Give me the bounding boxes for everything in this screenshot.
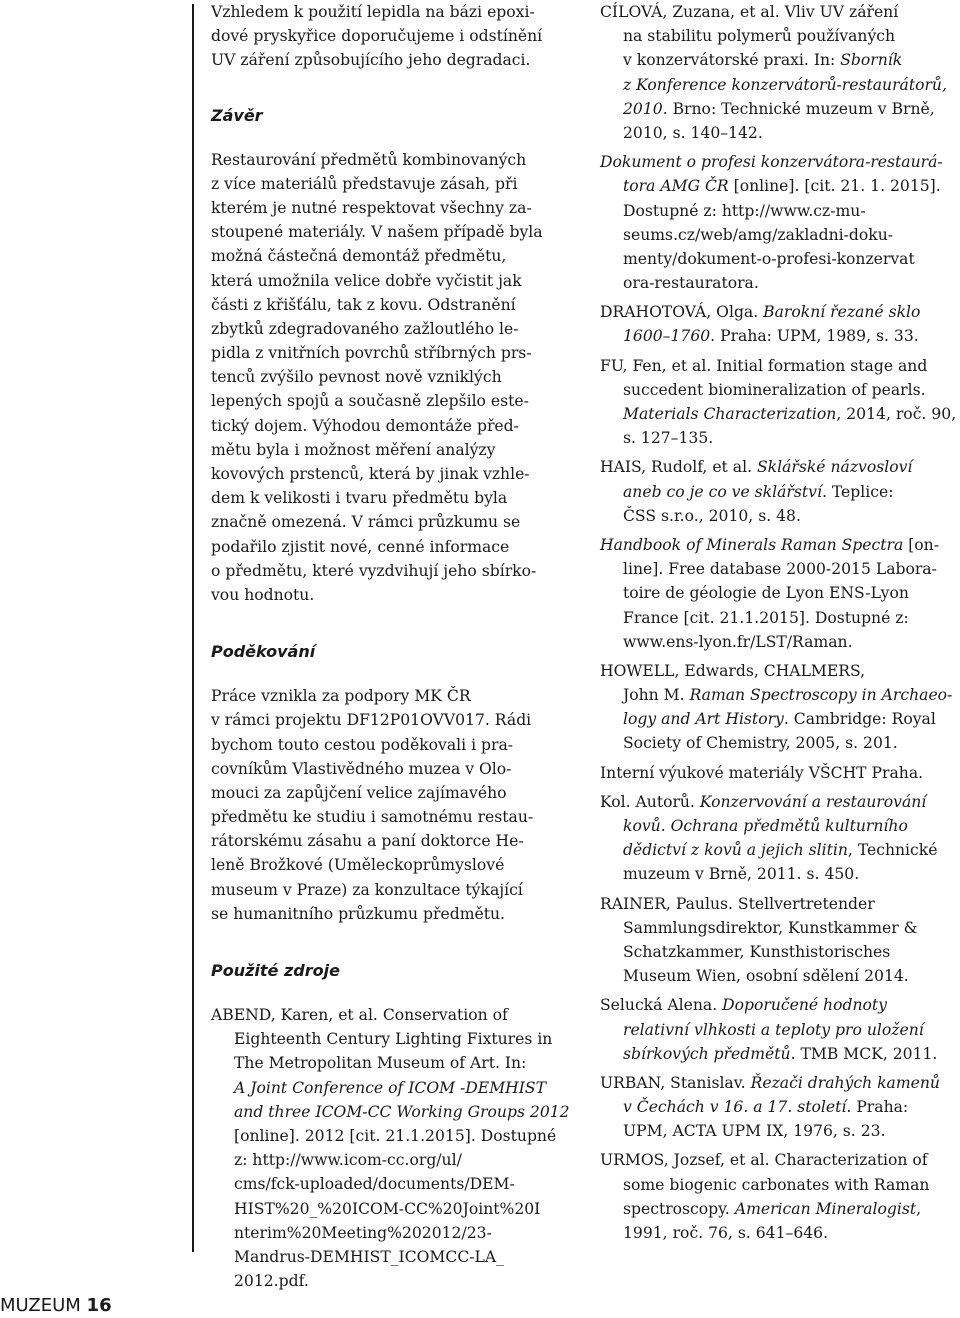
- text-line: museum v Praze) za konzultace týkající: [211, 880, 523, 899]
- text-line: FU, Fen, et al. Initial formation stage and: [600, 356, 928, 375]
- reference-link[interactable]: 2012.pdf.: [234, 1272, 309, 1291]
- italic-title: 1600–1760: [623, 327, 711, 346]
- text-line: Práce vznikla za podpory MK ČR: [211, 687, 471, 706]
- text-line: [600, 707, 960, 731]
- text-line: části z křišťálu, tak z kovu. Odstranění: [211, 295, 516, 314]
- text-line: line]. Free database 2000-2015 Labora-: [623, 560, 937, 579]
- reference-link[interactable]: z: http://www.icom-cc.org/ul/: [234, 1151, 462, 1170]
- text-line: kovových prstenců, která by jinak vzhle-: [211, 465, 530, 483]
- text-line: [211, 1076, 579, 1100]
- text-line: CÍLOVÁ, Zuzana, et al. Vliv UV záření: [600, 3, 899, 21]
- text-line: [600, 814, 960, 838]
- text-line: [600, 1197, 960, 1221]
- italic-title: tora AMG ČR: [623, 177, 729, 196]
- italic-title: kovů. Ochrana předmětů kulturního: [623, 817, 908, 835]
- italic-title: sbírkových předmětů: [623, 1044, 791, 1063]
- conclusion-heading: Závěr: [211, 105, 263, 125]
- italic-title: logy and Art History: [623, 710, 784, 729]
- text-line: HOWELL, Edwards, CHALMERS,: [600, 661, 866, 680]
- text-line: Eighteenth Century Lighting Fixtures in: [234, 1030, 553, 1049]
- text-span: . TMB MCK, 2011.: [790, 1044, 938, 1063]
- text-line: [600, 790, 960, 814]
- italic-title: relativní vlhkosti a teploty pro uložení: [623, 1020, 924, 1039]
- text-line: 1991, roč. 76, s. 641–646.: [623, 1224, 829, 1242]
- text-line: muzeum v Brně, 2011. s. 450.: [623, 865, 860, 884]
- left-column: [211, 0, 579, 1293]
- text-line: podařilo zjistit nové, cenné informace: [211, 537, 510, 556]
- reference-urmos: [600, 1148, 960, 1245]
- text-line: rátorskému zásahu a paní doktorce He-: [211, 832, 524, 851]
- italic-title: and three ICOM-CC Working Groups 2012: [234, 1102, 570, 1121]
- text-line: France [cit. 21.1.2015]. Dostupné z:: [623, 608, 909, 627]
- italic-title: Handbook of Minerals Raman Spectra: [600, 535, 904, 554]
- reference-urban: [600, 1071, 960, 1144]
- text-line: succedent biomineralization of pearls.: [623, 380, 926, 399]
- text-line: [600, 324, 960, 348]
- text-line: [600, 97, 960, 121]
- text-line: [600, 402, 960, 426]
- text-line: kterém je nutné respektovat všechny za-: [211, 198, 532, 217]
- text-line: pidla z vnitřních povrchů stříbrných prs-: [211, 344, 532, 363]
- text-line: Sammlungsdirektor, Kunstkammer &: [623, 918, 918, 937]
- text-line: RAINER, Paulus. Stellvertretender: [600, 894, 875, 913]
- text-line: leně Brožkové (Uměleckoprůmyslové: [211, 856, 505, 875]
- italic-title: American Mineralogist: [734, 1199, 917, 1218]
- text-line: na stabilitu polymerů používaných: [623, 27, 896, 46]
- text-line: [600, 455, 960, 479]
- text-line: se humanitního průzkumu předmětu.: [211, 904, 505, 923]
- text-span: . Brno: Technické muzeum v Brně,: [662, 99, 935, 118]
- reference-link[interactable]: HIST%20_%20ICOM-CC%20Joint%20I: [234, 1199, 541, 1218]
- intro-paragraph: [211, 0, 579, 73]
- text-line: 2010, s. 140–142.: [623, 123, 763, 142]
- journal-name: MUZEUM: [0, 1295, 81, 1316]
- italic-title: Doporučené hodnoty: [722, 996, 887, 1015]
- text-span: Kol. Autorů.: [600, 792, 700, 811]
- text-span: DRAHOTOVÁ, Olga.: [600, 303, 764, 322]
- reference-interni: [600, 761, 960, 785]
- text-line: Museum Wien, osobní sdělení 2014.: [623, 967, 909, 986]
- column-divider: [192, 4, 194, 1252]
- reference-link[interactable]: Dostupné z: http://www.cz-mu-: [623, 201, 866, 220]
- italic-title: Řezači drahých kamenů: [750, 1073, 940, 1092]
- text-line: [600, 683, 960, 707]
- text-line: z více materiálů představuje zásah, při: [211, 174, 518, 193]
- text-line: [600, 480, 960, 504]
- reference-hais: [600, 455, 960, 528]
- italic-title: Raman Spectroscopy in Archaeo-: [689, 686, 953, 705]
- text-line: covníkům Vlastivědného muzea v Olo-: [211, 759, 512, 778]
- text-span: [on-: [903, 535, 939, 554]
- text-line: [600, 1018, 960, 1042]
- text-span: John M.: [623, 686, 690, 705]
- text-line: vou hodnotu.: [211, 585, 315, 604]
- text-line: tenců zvýšilo pevnost nově vzniklých: [211, 368, 502, 387]
- text-line: předmětu ke studiu i samotnému restau-: [211, 808, 534, 827]
- text-line: mětu byla i možnost měření analýzy: [211, 440, 496, 459]
- reference-link[interactable]: cms/fck-uploaded/documents/DEM-: [234, 1175, 515, 1194]
- text-line: UV záření způsobujícího jeho degradaci.: [211, 51, 531, 70]
- text-line: [211, 1100, 579, 1124]
- text-line: dové pryskyřice doporučujeme i odstínění: [211, 27, 543, 46]
- reference-link[interactable]: menty/dokument-o-profesi-konzervat: [623, 249, 915, 268]
- text-line: ČSS s.r.o., 2010, s. 48.: [623, 506, 801, 525]
- reference-drahotova: [600, 300, 960, 348]
- text-line: stoupené materiály. V našem případě byla: [211, 223, 543, 242]
- text-line: bychom touto cestou poděkovali i pra-: [211, 735, 514, 754]
- text-line: Interní výukové materiály VŠCHT Praha.: [600, 763, 924, 782]
- text-span: Selucká Alena.: [600, 996, 723, 1015]
- italic-title: Barokní řezané sklo: [763, 303, 921, 322]
- text-line: Society of Chemistry, 2005, s. 201.: [623, 734, 898, 753]
- sources-heading: Použité zdroje: [211, 961, 340, 980]
- text-line: [600, 1071, 960, 1095]
- text-line: [600, 1095, 960, 1119]
- text-span: URBAN, Stanislav.: [600, 1073, 751, 1092]
- text-line: [600, 73, 960, 97]
- text-line: která umožnila velice dobře vyčistit jak: [211, 271, 522, 290]
- acknowledgement-heading: Poděkování: [211, 642, 316, 662]
- reference-selucka: [600, 993, 960, 1066]
- reference-abend: [211, 1003, 579, 1293]
- text-span: ,: [916, 1199, 922, 1218]
- text-line: [600, 993, 960, 1017]
- text-span: . Praha: UPM, 1989, s. 33.: [710, 327, 919, 346]
- text-line: o předmětu, které vyzdvihují jeho sbírko-: [211, 561, 537, 580]
- italic-title: z Konference konzervátorů-restaurátorů,: [623, 75, 947, 94]
- text-line: ABEND, Karen, et al. Conservation of: [211, 1006, 508, 1024]
- italic-title: Sborník: [840, 51, 903, 70]
- text-line: značně omezená. V rámci průzkumu se: [211, 513, 521, 532]
- italic-title: Materials Characterization: [623, 405, 837, 423]
- text-span: , 2014, roč. 90,: [836, 405, 957, 423]
- italic-title: A Joint Conference of ICOM -DEMHIST: [234, 1078, 546, 1097]
- reference-dokument: [600, 150, 960, 295]
- reference-link[interactable]: www.ens-lyon.fr/LST/Raman.: [623, 632, 853, 651]
- conclusion-paragraph: [211, 148, 579, 608]
- text-line: [online]. 2012 [cit. 21.1.2015]. Dostupné: [234, 1126, 557, 1145]
- reference-link[interactable]: seums.cz/web/amg/zakladni-doku-: [623, 225, 894, 244]
- reference-cilova: [600, 0, 960, 145]
- text-line: [600, 1042, 960, 1066]
- text-line: dem k velikosti i tvaru předmětu byla: [211, 489, 508, 508]
- text-line: [600, 533, 960, 557]
- text-span: spectroscopy.: [623, 1199, 735, 1218]
- text-line: UPM, ACTA UPM IX, 1976, s. 23.: [623, 1122, 886, 1141]
- text-line: Schatzkammer, Kunsthistorisches: [623, 942, 891, 961]
- reference-link[interactable]: Mandrus-DEMHIST_ICOMCC-LA_: [234, 1247, 504, 1266]
- text-line: s. 127–135.: [623, 429, 714, 448]
- reference-link[interactable]: ora-restauratora.: [623, 274, 759, 293]
- text-line: Vzhledem k použití lepidla na bázi epoxi-: [211, 3, 535, 21]
- italic-title: v Čechách v 16. a 17. století: [623, 1098, 847, 1117]
- text-line: lepených spojů a současně zlepšilo este-: [211, 392, 529, 411]
- text-line: toire de géologie de Lyon ENS-Lyon: [623, 584, 909, 603]
- reference-fu: [600, 354, 960, 451]
- text-line: URMOS, Jozsef, et al. Characterization of: [600, 1151, 928, 1170]
- text-line: [600, 300, 960, 324]
- text-span: . Teplice:: [821, 482, 894, 501]
- text-span: . Cambridge: Royal: [783, 710, 936, 729]
- text-line: [600, 48, 960, 72]
- text-line: možná částečná demontáž předmětu,: [211, 247, 507, 266]
- text-line: The Metropolitan Museum of Art. In:: [234, 1054, 527, 1073]
- text-span: . Praha:: [846, 1098, 909, 1117]
- text-line: tický dojem. Výhodou demontáže před-: [211, 416, 519, 435]
- reference-rainer: [600, 892, 960, 989]
- text-line: Restaurování předmětů kombinovaných: [211, 150, 527, 169]
- text-line: [600, 838, 960, 862]
- text-line: [600, 150, 960, 174]
- reference-howell: [600, 659, 960, 756]
- text-span: [online]. [cit. 21. 1. 2015].: [728, 177, 941, 196]
- text-line: mouci za zapůjčení velice zajímavého: [211, 783, 507, 802]
- italic-title: Sklářské názvosloví: [756, 458, 913, 477]
- acknowledgement-paragraph: [211, 684, 579, 926]
- italic-title: Konzervování a restaurování: [699, 792, 927, 811]
- reference-kol: [600, 790, 960, 887]
- italic-title: 2010: [623, 99, 663, 118]
- page-footer: [0, 1294, 112, 1318]
- text-line: some biogenic carbonates with Raman: [623, 1175, 930, 1194]
- text-line: zbytků zdegradovaného zažloutlého le-: [211, 319, 519, 338]
- text-line: [600, 174, 960, 198]
- text-span: v konzervátorské praxi. In:: [623, 51, 841, 70]
- page-number: 16: [86, 1295, 112, 1316]
- reference-link[interactable]: nterim%20Meeting%202012/23-: [234, 1223, 492, 1242]
- italic-title: dědictví z kovů a jejich slitin: [623, 841, 848, 860]
- text-span: HAIS, Rudolf, et al.: [600, 458, 757, 477]
- italic-title: Dokument o profesi konzervátora-restaurá-: [600, 153, 943, 172]
- right-column: [600, 0, 960, 1245]
- italic-title: aneb co je co ve sklářství: [623, 482, 822, 501]
- text-span: , Technické: [847, 841, 938, 860]
- reference-handbook: [600, 533, 960, 654]
- text-line: v rámci projektu DF12P01OVV017. Rádi: [211, 711, 532, 730]
